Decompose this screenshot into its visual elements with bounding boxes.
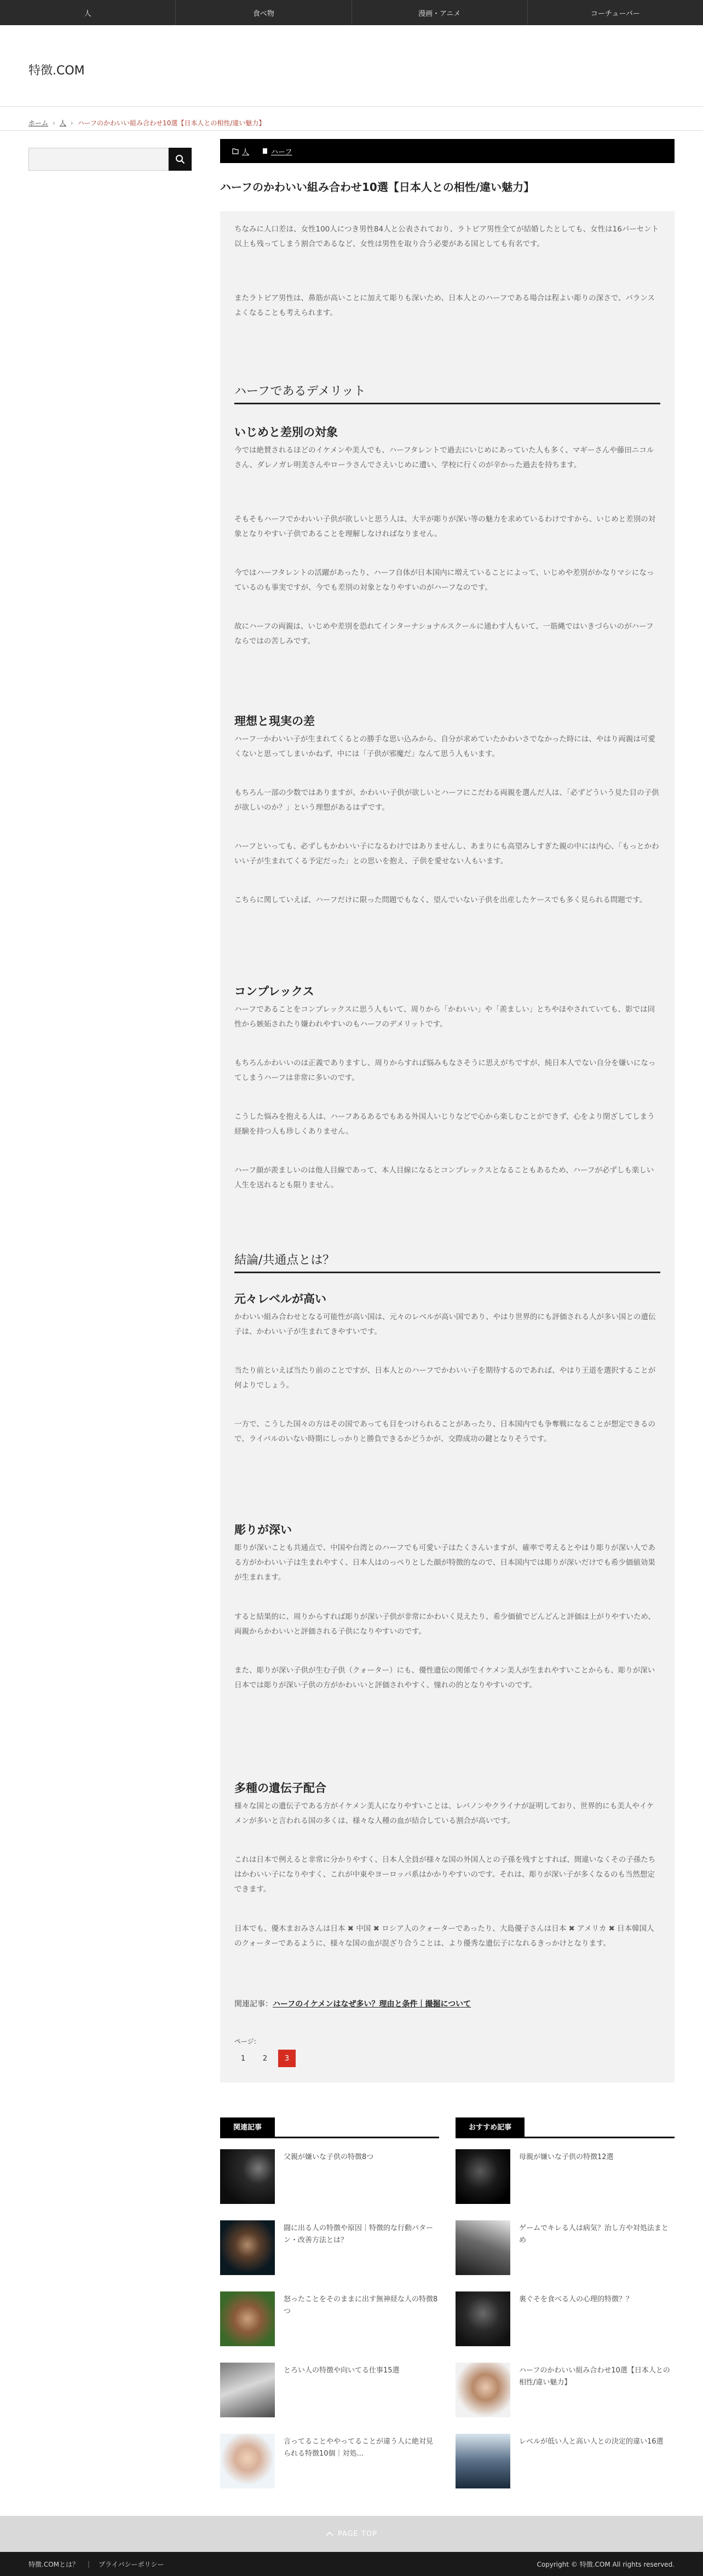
search-form (28, 148, 192, 171)
footer-privacy-link[interactable]: プライバシーポリシー (99, 2560, 164, 2568)
pager-label: ページ: (234, 2038, 256, 2045)
article-link[interactable]: ゲームでキレる人は病気？治し方や対処法まとめ (519, 2224, 669, 2244)
breadcrumb-separator: › (70, 119, 73, 127)
tag-icon (262, 148, 268, 154)
recommended-card[interactable] (456, 2434, 675, 2488)
category-bar (220, 139, 675, 163)
article-link[interactable]: 闘に出る人の特徴や原因｜特徴的な行動パターン・改善方法とは？ (284, 2224, 434, 2244)
article-link[interactable]: とろい人の特徴や向いてる仕事15選 (284, 2366, 400, 2375)
article-paragraph: もちろん一部の少数ではありますが、かわいい子供が欲しいとハーフにこだわる両親を選んだ人は、「必ずどういう見た目の子供が欲しいのか？」という理想があるはずです。 (234, 788, 659, 812)
nav-item-manga-anime[interactable]: 漫画・アニメ (352, 0, 528, 25)
article-thumbnail[interactable] (220, 2220, 275, 2275)
article-link[interactable]: 母親が嫌いな子供の特徴12選 (519, 2153, 614, 2161)
nav-item-youtuber[interactable]: コーチューバー (590, 9, 640, 18)
nav-item-person[interactable]: 人 (0, 0, 176, 25)
recommended-card[interactable] (456, 2149, 675, 2204)
pagination (234, 2050, 296, 2067)
related-article-anchor[interactable]: ハーフのイケメンはなぜ多い？理由と条件｜撮掘について (273, 2000, 471, 2009)
article-paragraph: ちなみに人口差は、女性100人につき男性84人と公表されており、ラトビア男性全てが結婚したとしても、女性は16パーセント以上も残ってしまう割合であるなど、女性は男性を取り合う必要がある国としても有名です。 (234, 225, 659, 248)
article-paragraph: もちろんかわいいのは正義でありますし、周りからすれば悩みもなさそうに思えがちですが、純日本人でない自分を嫌いになってしまうハーフは非常に多いのです。 (234, 1059, 656, 1082)
subsection-heading: 多種の遺伝子配合 (234, 1782, 326, 1795)
breadcrumb-category[interactable]: 人 (59, 119, 66, 127)
article-thumbnail[interactable] (456, 2434, 510, 2488)
related-articles-heading: 関連記事 (220, 2117, 439, 2138)
page-top-label: PAGE TOP (337, 2529, 378, 2538)
subsection-heading: 元々レベルが高い (234, 1292, 326, 1306)
footer-about-link[interactable]: 特徴.COMとは？ (28, 2560, 79, 2568)
chevron-up-icon (326, 2531, 333, 2537)
article-link[interactable]: 言ってることややってることが違う人に絶対見られる特徴10個｜対処... (284, 2438, 434, 2458)
header-divider (0, 106, 703, 107)
folder-icon (232, 148, 239, 154)
article-paragraph: これは日本で例えると非常に分かりやすく、日本人全員が様々な国の外国人との子孫を残すとすれば、間違いなくその子孫たちはかわいい子になりやすく、これが中東やヨーロッパ系はかかりやすいのです。それは、彫りが深い子が多くなるのも当然想定できます。 (234, 1855, 656, 1894)
recommended-card[interactable] (456, 2291, 675, 2346)
recommended-articles-heading: おすすめ記事 (456, 2117, 675, 2138)
article-paragraph: 一方で、こうした国々の方はその国であっても目をつけられることがあったり、日本国内でも争奪戦になることが想定できるので、ライバルのいない時期にしっかりと勝負できるかどうかが、交際成功の鍵となりそうです。 (234, 1420, 655, 1443)
top-nav (0, 0, 703, 25)
site-footer (0, 2552, 703, 2576)
article-paragraph: また、彫りが深い子供が生む子供（クォーター）にも、優性遺伝の関係でイケメン美人が生まれやすいことからも、彫りが深い日本では彫りが深い子供の方がかわいいと評価されやすく、憧れの的となりやすいのです。 (234, 1666, 655, 1690)
article-paragraph: 故にハーフの両親は、いじめや差別を恐れてインターナショナルスクールに通わす人もいて、一筋縄ではいきづらいのがハーフならではの苦しみです。 (234, 622, 654, 646)
search-icon (175, 154, 185, 164)
article-link[interactable]: レベルが低い人と高い人との決定的違い16選 (519, 2438, 664, 2446)
site-logo[interactable]: 特徴.COM (28, 64, 85, 78)
article-title: ハーフのかわいい組み合わせ10選【日本人との相性/違い魅力】 (220, 181, 535, 194)
article-paragraph: 今では絶賛されるほどのイケメンや美人でも、ハーフタレントで過去にいじめにあっていた人も多く、マギーさんや藤田ニコルさん、ダレノガレ明美さんやローラさんでさえいじめに遭い、学校に行くのが辛かった過去を持ちます。 (234, 446, 654, 469)
article-paragraph: またラトビア男性は、鼻筋が高いことに加えて彫りも深いため、日本人とのハーフである場合は程よい彫りの深さで、バランスよくなることも考えられます。 (234, 294, 655, 317)
section-heading: ハーフであるデメリット (234, 382, 366, 399)
article-link[interactable]: ハーフのかわいい組み合わせ10選【日本人との相性/違い魅力】 (519, 2366, 670, 2387)
article-thumbnail[interactable] (456, 2291, 510, 2346)
section-heading: 結論/共通点とは？ (234, 1251, 335, 1268)
article-link[interactable]: 裏ぐそを食べる人の心理的特徴？？ (519, 2295, 633, 2304)
article-paragraph: こうした悩みを抱える人は、ハーフあるあるでもある外国人いじりなどで心から楽しむことができず、心をより閉ざしてしまう経験を持つ人も珍しくありません。 (234, 1112, 655, 1136)
category-tag (262, 146, 292, 156)
related-card[interactable] (220, 2291, 439, 2346)
subsection-heading: 彫りが深い (234, 1523, 292, 1536)
recommended-card[interactable] (456, 2363, 675, 2417)
category-link-half[interactable]: ハーフ (271, 148, 292, 156)
article-thumbnail[interactable] (220, 2434, 275, 2488)
article-thumbnail[interactable] (220, 2149, 275, 2204)
article-link[interactable]: 怒ったことをそのままに出す無神経な人の特徴8つ (284, 2295, 438, 2316)
article-link[interactable]: 父親が嫌いな子供の特徴8つ (284, 2153, 374, 2161)
article-paragraph: こちらに関していえば、ハーフだけに限った問題でもなく、望んでいない子供を出産したケースでも多く見られる問題です。 (234, 896, 647, 904)
breadcrumb-separator: › (53, 119, 55, 127)
article-paragraph: ハーフといっても、必ずしもかわいい子になるわけではありませんし、あまりにも高望みしすぎた親の中には内心、「もっとかわいい子が生まれてくる予定だった」との思いを抱え、子供を愛せない人もいます。 (234, 842, 659, 866)
related-card[interactable] (220, 2363, 439, 2417)
search-button[interactable] (169, 148, 192, 171)
article-paragraph: 当たり前といえば当たり前のことですが、日本人とのハーフでかわいい子を期待するのであれば、やはり王道を選択することが何よりでしょう。 (234, 1366, 656, 1390)
article-paragraph: そもそもハーフでかわいい子供が欲しいと思う人は、大半が彫りが深い等の魅力を求めているわけですから、いじめと差別の対象となりやすい子供であることを理解しなければなりません。 (234, 515, 656, 538)
related-card[interactable] (220, 2434, 439, 2488)
recommended-card[interactable] (456, 2220, 675, 2275)
subsection-heading: 理想と現実の差 (234, 715, 315, 728)
article-thumbnail[interactable] (456, 2220, 510, 2275)
article-paragraph: 様々な国との遺伝子である方がイケメン美人になりやすいことは、レバノンやクライナが証明しており、世界的にも美人やイケメンが多いと言われる国の多くは、様々な人種の血が結合している割合が高いです。 (234, 1802, 654, 1825)
subsection-heading: いじめと差別の対象 (234, 426, 338, 439)
copyright: Copyright © 特徴.COM All rights reserved. (537, 2560, 675, 2568)
article-paragraph: 彫りが深いことも共通点で、中国や台湾とのハーフでも可愛い子はたくさんいますが、確率で考えるとやはり彫りが深い人である方がかわいい子は生まれやすく、日本人はのっぺりとした顔が特徴的なので、日本国内では彫りが深いだけでも希少価値効果が生まれます。 (234, 1544, 655, 1582)
breadcrumb (28, 118, 265, 127)
related-card[interactable] (220, 2149, 439, 2204)
article-thumbnail[interactable] (220, 2363, 275, 2417)
related-article-link: 関連記事：ハーフのイケメンはなぜ多い？理由と条件｜撮掘について (234, 2000, 471, 2009)
article-thumbnail[interactable] (456, 2363, 510, 2417)
article-paragraph: ハーフ一かわいい子が生まれてくるとの勝手な思い込みから、自分が求めていたかわいさでなかった時には、やはり両親は可愛くないと思ってしまいかねず、中には「子供が邪魔だ」なんて思う人もいます。 (234, 735, 655, 758)
article-paragraph: 今ではハーフタレントの活躍があったり、ハーフ自体が日本国内に増えていることによって、いじめや差別がかなりマシになっているのも事実ですが、今でも差別の対象となりやすいのがハーフなのです。 (234, 568, 654, 592)
article-thumbnail[interactable] (220, 2291, 275, 2346)
subsection-heading: コンプレックス (234, 985, 314, 998)
article-paragraph: 日本でも、優木まおみさんは日本 ✖ 中国 ✖ ロシア人のクォーターであったり、大島優子さんは日本 ✖ アメリカ ✖ 日本韓国人のクォーターであるように、様々な国の血が混ざり合うことは、より優秀な遺伝子になれるきっかけとなります。 (234, 1924, 654, 1948)
article-paragraph: ハーフであることをコンプレックスに思う人もいて、周りから「かわいい」や「羨ましい」とちやほやされていても、影では同性から嫉妬されたり嫌われやすいのもハーフのデメリットです。 (234, 1005, 655, 1029)
breadcrumb-divider (0, 130, 703, 131)
page-2-link[interactable]: 2 (262, 2054, 268, 2063)
category-folder (232, 146, 249, 156)
related-card[interactable] (220, 2220, 439, 2275)
breadcrumb-current: ハーフのかわいい組み合わせ10選【日本人との相性/違い魅力】 (77, 119, 266, 127)
page-top-button[interactable] (0, 2516, 703, 2552)
article-paragraph: ハーフ顔が羨ましいのは他人目線であって、本人目線になるとコンプレックスとなることもあるため、ハーフが必ずしも楽しい人生を送れるとも限りません。 (234, 1166, 654, 1190)
footer-separator: | (88, 2560, 90, 2568)
page-1-link[interactable]: 1 (240, 2054, 246, 2063)
breadcrumb-home[interactable]: ホーム (28, 119, 49, 127)
article-paragraph: すると結果的に、周りからすれば彫りが深い子供が非常にかわいく見えたり、希少価値でどんどんと評価は上がりやすいため、両親からかわいいと評価される子供になりやすいのです。 (234, 1612, 655, 1636)
article-thumbnail[interactable] (456, 2149, 510, 2204)
article-paragraph: かわいい組み合わせとなる可能性が高い国は、元々のレベルが高い国であり、やはり世界的にも評価される人が多い国との遺伝子は、かわいい子が生まれてきやすいです。 (234, 1313, 656, 1336)
article-body (220, 211, 675, 2082)
search-input[interactable] (28, 148, 169, 171)
page-3-current: 3 (278, 2050, 296, 2067)
nav-item-food[interactable]: 食べ物 (176, 0, 352, 25)
category-link-person[interactable]: 人 (242, 148, 250, 156)
